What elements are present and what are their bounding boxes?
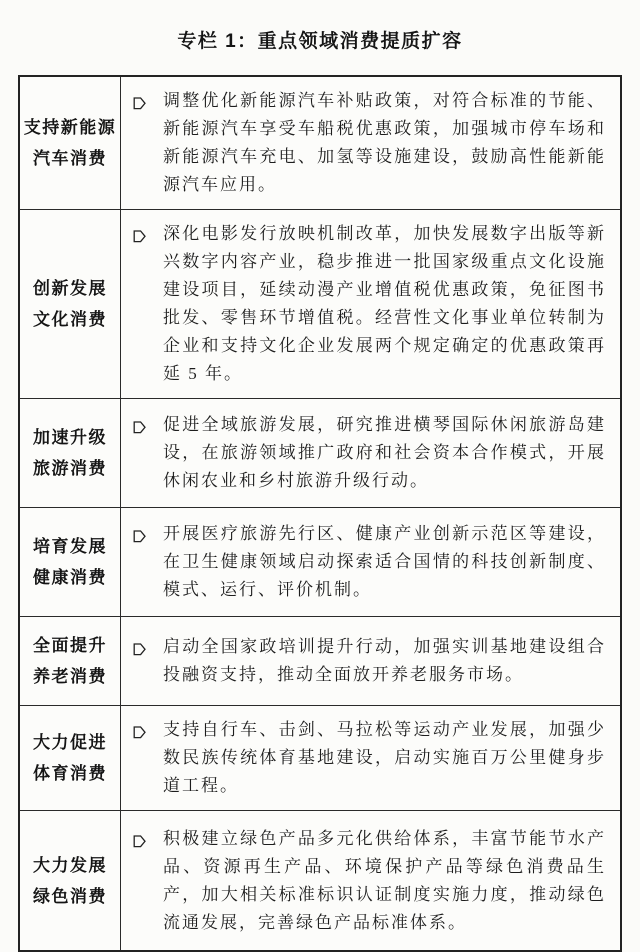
category-label-line: 支持新能源 xyxy=(23,118,117,137)
rightwards-white-arrow-icon xyxy=(133,832,146,848)
table-row xyxy=(20,209,620,398)
category-label-line: 养老消费 xyxy=(33,667,107,686)
category-label-line: 体育消费 xyxy=(33,764,107,783)
category-label xyxy=(20,811,121,950)
category-label-line: 汽车消费 xyxy=(33,149,107,168)
category-label-line: 旅游消费 xyxy=(33,459,107,478)
category-label-line: 全面提升 xyxy=(33,636,107,655)
row-content xyxy=(121,617,620,705)
category-label-line: 绿色消费 xyxy=(33,886,107,906)
category-label-line: 文化消费 xyxy=(33,310,107,329)
category-label-line: 培育发展 xyxy=(33,537,107,556)
category-label xyxy=(20,210,121,398)
category-label xyxy=(20,617,121,705)
category-label xyxy=(20,399,121,507)
rightwards-white-arrow-icon xyxy=(133,227,146,243)
row-content xyxy=(121,508,620,616)
rightwards-white-arrow-icon xyxy=(133,723,146,739)
table-row xyxy=(20,77,620,209)
table-row xyxy=(20,507,620,616)
table-row xyxy=(20,616,620,705)
category-label-line: 大力促进 xyxy=(33,733,107,752)
category-label-line: 创新发展 xyxy=(33,279,107,298)
category-label-line: 加速升级 xyxy=(33,428,107,447)
rightwards-white-arrow-icon xyxy=(133,640,146,656)
policy-text: 深化电影发行放映机制改革，加快发展数字出版等新兴数字内容产业，稳步推进一批国家级重点文化设施建设项目，延续动漫产业增值税优惠政策，免征图书批发、零售环节增值税。经营性文化事业单位转制为企业和支持文化企业发展两个规定确定的优惠政策再延 5 年。 xyxy=(163,224,606,383)
policy-text: 启动全国家政培训提升行动，加强实训基地建设组合投融资支持，推动全面放开养老服务市场。 xyxy=(163,637,606,684)
row-content xyxy=(121,77,620,209)
category-label xyxy=(20,508,121,616)
rightwards-white-arrow-icon xyxy=(133,527,146,543)
policy-text: 促进全域旅游发展，研究推进横琴国际休闲旅游岛建设，在旅游领域推广政府和社会资本合作模式，开展休闲农业和乡村旅游升级行动。 xyxy=(163,415,606,490)
category-label xyxy=(20,77,121,209)
policy-text: 开展医疗旅游先行区、健康产业创新示范区等建设，在卫生健康领域启动探索适合国情的科技创新制度、模式、运行、评价机制。 xyxy=(163,524,606,599)
category-label-line: 大力发展 xyxy=(33,855,107,875)
rightwards-white-arrow-icon xyxy=(133,94,146,110)
rightwards-white-arrow-icon xyxy=(133,418,146,434)
policy-text: 调整优化新能源汽车补贴政策，对符合标准的节能、新能源汽车享受车船税优惠政策，加强城市停车场和新能源汽车充电、加氢等设施建设，鼓励高性能新能源汽车应用。 xyxy=(163,91,606,194)
category-label-line: 健康消费 xyxy=(33,568,107,587)
table-row xyxy=(20,398,620,507)
policy-text: 积极建立绿色产品多元化供给体系，丰富节能节水产品、资源再生产品、环境保护产品等绿色消费品生产，加大相关标准标识认证制度实施力度，推动绿色流通发展，完善绿色产品标准体系。 xyxy=(163,828,606,932)
row-content xyxy=(121,210,620,398)
box-title: 专栏 1：重点领域消费提质扩容 xyxy=(177,31,463,52)
table-row xyxy=(20,810,620,950)
table-row xyxy=(20,705,620,810)
row-content xyxy=(121,706,620,810)
policy-table xyxy=(18,75,622,952)
row-content xyxy=(121,399,620,507)
policy-text: 支持自行车、击剑、马拉松等运动产业发展，加强少数民族传统体育基地建设，启动实施百万公里健身步道工程。 xyxy=(163,720,606,795)
category-label xyxy=(20,706,121,810)
row-content xyxy=(121,811,620,950)
